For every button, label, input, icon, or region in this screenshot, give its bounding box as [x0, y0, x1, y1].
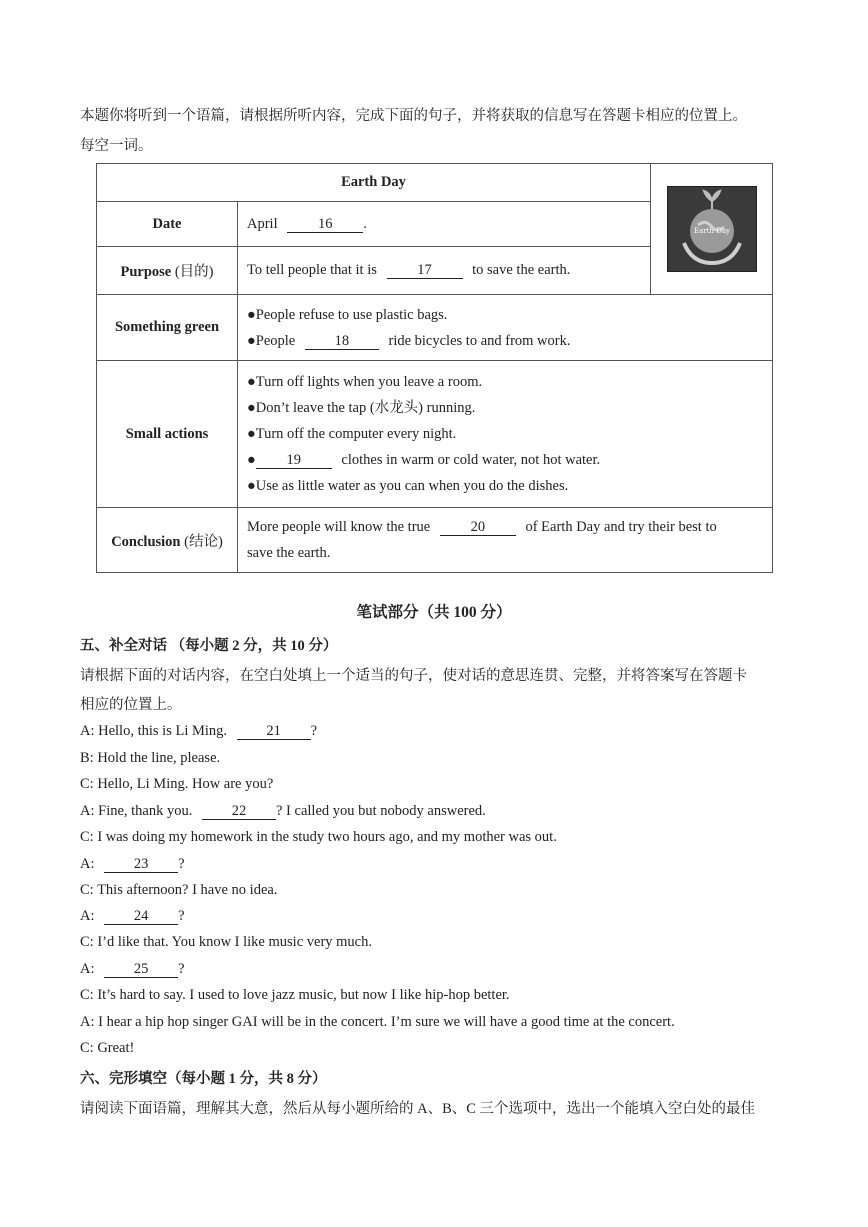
part5-instr-1: 请根据下面的对话内容，在空白处填上一个适当的句子，使对话的意思连贯、完整，并将答案写在答题卡 — [80, 668, 747, 684]
dialogue-line-2: B: Hold the line, please. — [80, 750, 221, 766]
blank-19: 19 — [256, 453, 332, 469]
green-line-2 — [247, 328, 763, 354]
actions-line-2: ●Don’t leave the tap (水龙头) running. — [247, 400, 476, 416]
green-cell — [238, 295, 773, 361]
blank-25: 25 — [104, 962, 178, 978]
date-pre: April — [247, 215, 278, 232]
green-label: Something green — [97, 295, 238, 361]
d8-post: ? — [178, 908, 185, 924]
dialogue-line-7: C: This afternoon? I have no idea. — [80, 882, 278, 898]
blank-21: 21 — [237, 724, 311, 740]
image-label: Earth Day — [693, 227, 730, 235]
dialogue-line-9: C: I’d like that. You know I like music very much. — [80, 934, 372, 950]
purpose-label-cell — [97, 247, 238, 295]
d10-pre: A: — [80, 961, 95, 977]
dialogue-line-11: C: It’s hard to say. I used to love jazz music, but now I like hip-hop better. — [80, 987, 510, 1003]
purpose-pre: To tell people that it is — [247, 262, 377, 278]
blank-24: 24 — [104, 909, 178, 925]
part5-title: 五、补全对话 （每小题 2 分，共 10 分） — [80, 638, 338, 654]
purpose-cell — [238, 247, 651, 295]
earth-day-image-cell — [651, 164, 773, 295]
purpose-label-zh: (目的) — [174, 264, 214, 280]
blank-23: 23 — [104, 857, 178, 873]
d1-pre: A: Hello, this is Li Ming. — [80, 723, 228, 739]
d4-pre: A: Fine, thank you. — [80, 803, 193, 819]
dialogue-line-8 — [80, 908, 185, 925]
section-heading: 笔试部分（共 100 分） — [356, 604, 512, 621]
actions-label: Small actions — [97, 361, 238, 508]
green-line-2-post: ride bicycles to and from work. — [388, 332, 571, 349]
green-line-1: ●People refuse to use plastic bags. — [247, 306, 448, 323]
conclusion-line-2: save the earth. — [247, 545, 331, 561]
dialogue-line-13: C: Great! — [80, 1040, 135, 1056]
actions-cell — [238, 361, 773, 508]
d1-post: ? — [310, 723, 318, 739]
d6-post: ? — [178, 856, 185, 872]
dialogue-line-10 — [80, 961, 185, 978]
actions-line-4 — [247, 447, 763, 473]
actions-line-5: ●Use as little water as you can when you do the dishes. — [247, 478, 569, 494]
green-line-2-pre: ●People — [247, 332, 296, 349]
part6-title: 六、完形填空（每小题 1 分，共 8 分） — [80, 1071, 327, 1087]
dialogue-line-5: C: I was doing my homework in the study two hours ago, and my mother was out. — [80, 829, 557, 845]
blank-17: 17 — [387, 263, 463, 279]
conclusion-label-cell — [97, 508, 238, 573]
earth-day-image — [667, 186, 757, 272]
part6-instr-1: 请阅读下面语篇，理解其大意，然后从每小题所给的 A、B、C 三个选项中，选出一个能填入空白处的最佳 — [80, 1101, 756, 1117]
dialogue-line-1 — [80, 723, 317, 740]
purpose-post: to save the earth. — [472, 262, 571, 278]
intro-line-1: 本题你将听到一个语篇，请根据所听内容，完成下面的句子，并将获取的信息写在答题卡相应的位置上。 — [80, 108, 747, 124]
conclusion-cell — [238, 508, 773, 573]
date-post: . — [363, 215, 367, 232]
d8-pre: A: — [80, 908, 95, 924]
d10-post: ? — [178, 961, 185, 977]
actions-line-4-post: clothes in warm or cold water, not hot water. — [341, 452, 601, 468]
d4-post: ? I called you but nobody answered. — [276, 803, 486, 819]
date-cell — [238, 202, 651, 247]
conclusion-label: Conclusion — [111, 533, 181, 550]
table-title: Earth Day — [97, 164, 651, 202]
globe-hands-icon — [668, 187, 756, 271]
conclusion-post: of Earth Day and try their best to — [525, 519, 717, 535]
intro-line-2: 每空一词。 — [80, 138, 153, 154]
dialogue-line-4 — [80, 803, 486, 820]
conclusion-pre: More people will know the true — [247, 519, 431, 535]
conclusion-label-zh: (结论) — [184, 533, 223, 550]
part5-instr-2: 相应的位置上。 — [80, 697, 182, 713]
actions-line-3: ●Turn off the computer every night. — [247, 426, 457, 442]
conclusion-line-1 — [247, 514, 763, 540]
actions-line-4-pre: ● — [247, 452, 256, 468]
dialogue-line-3: C: Hello, Li Ming. How are you? — [80, 776, 274, 792]
blank-22: 22 — [202, 804, 276, 820]
blank-20: 20 — [440, 520, 516, 536]
blank-16: 16 — [287, 217, 363, 233]
purpose-label: Purpose — [120, 264, 172, 280]
date-label: Date — [97, 202, 238, 247]
dialogue-line-12: A: I hear a hip hop singer GAI will be in the concert. I’m sure we will have a good time at the concert. — [80, 1014, 675, 1030]
actions-line-1: ●Turn off lights when you leave a room. — [247, 374, 483, 390]
dialogue-line-6 — [80, 856, 185, 873]
blank-18: 18 — [305, 334, 379, 350]
earth-day-table — [96, 163, 773, 573]
d6-pre: A: — [80, 856, 95, 872]
